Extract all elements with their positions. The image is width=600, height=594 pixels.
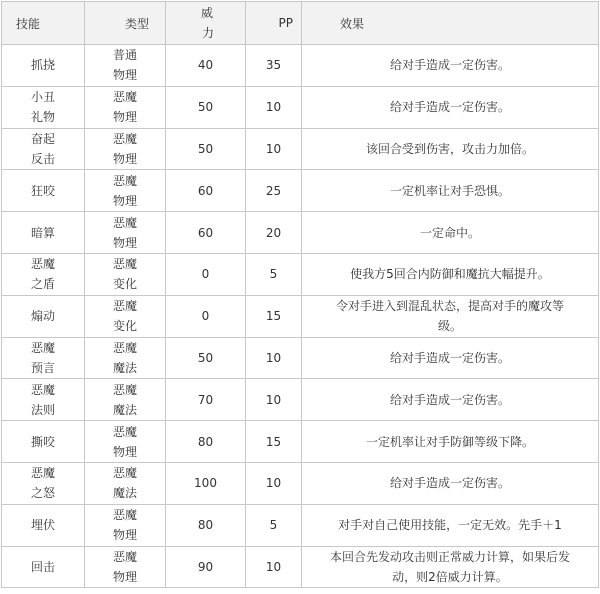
skill-name: 埋伏 xyxy=(30,518,55,533)
skill-power: 80 xyxy=(166,504,246,546)
skill-effect-cell xyxy=(302,45,599,87)
skill-pp: 10 xyxy=(246,86,302,128)
skill-effect-text: 一定机率让对手防御等级下降。 xyxy=(365,434,534,449)
header-power-line1: 威 xyxy=(201,6,214,20)
skill-name: 恶魔 xyxy=(30,382,55,397)
skill-type-cell xyxy=(85,421,166,463)
skill-effect-text: 对手对自己使用技能，一定无效。先手＋1 xyxy=(338,518,562,533)
skill-name: 法则 xyxy=(30,402,55,417)
skill-name-cell xyxy=(2,253,85,295)
skill-effect-cell xyxy=(302,253,599,295)
skill-name: 撕咬 xyxy=(30,434,55,449)
skill-pp: 25 xyxy=(246,170,302,212)
skill-type-cell xyxy=(85,128,166,170)
skill-power: 100 xyxy=(166,462,246,504)
skill-effect-text: 本回合先发动攻击则正常威力计算，如果后发 xyxy=(329,549,570,564)
skill-effect-cell xyxy=(302,421,599,463)
skill-category: 物理 xyxy=(112,110,137,125)
skill-attribute: 恶魔 xyxy=(112,508,137,523)
skill-effect-text: 级。 xyxy=(437,319,462,334)
header-power xyxy=(166,2,246,45)
skill-name-cell xyxy=(2,128,85,170)
skill-name: 暗算 xyxy=(30,225,55,240)
skill-pp: 35 xyxy=(246,45,302,87)
skill-name: 恶魔 xyxy=(30,466,55,481)
skill-effect-cell xyxy=(302,546,599,588)
header-row xyxy=(2,2,599,45)
skill-name: 煽动 xyxy=(30,309,55,324)
skill-name-cell xyxy=(2,212,85,254)
skill-effect-text: 该回合受到伤害，攻击力加倍。 xyxy=(365,141,534,156)
header-name: 技能 xyxy=(2,2,85,45)
skill-name: 奋起 xyxy=(30,131,55,146)
skill-pp: 10 xyxy=(246,546,302,588)
header-type: 类型 xyxy=(85,2,166,45)
skill-power: 40 xyxy=(166,45,246,87)
table-row xyxy=(2,212,599,254)
skill-effect-text: 动，则2倍威力计算。 xyxy=(392,569,508,584)
skill-name: 反击 xyxy=(30,151,55,166)
skill-power: 50 xyxy=(166,86,246,128)
skill-name-cell xyxy=(2,170,85,212)
table-row xyxy=(2,45,599,87)
skill-effect-cell xyxy=(302,504,599,546)
table-row xyxy=(2,337,599,379)
skill-effect-cell xyxy=(302,128,599,170)
skill-attribute: 恶魔 xyxy=(112,466,137,481)
skill-category: 变化 xyxy=(112,319,137,334)
table-row xyxy=(2,462,599,504)
skill-type-cell xyxy=(85,337,166,379)
skill-attribute: 恶魔 xyxy=(112,299,137,314)
skill-name: 之盾 xyxy=(30,277,55,292)
skill-type-cell xyxy=(85,253,166,295)
skill-power: 0 xyxy=(166,295,246,337)
skill-power: 90 xyxy=(166,546,246,588)
skill-name: 礼物 xyxy=(30,110,55,125)
skill-category: 变化 xyxy=(112,277,137,292)
table-row xyxy=(2,546,599,588)
skill-attribute: 普通 xyxy=(112,48,137,63)
skill-category: 物理 xyxy=(112,68,137,83)
skill-name-cell xyxy=(2,546,85,588)
skill-category: 物理 xyxy=(112,569,137,584)
skill-type-cell xyxy=(85,295,166,337)
skill-attribute: 恶魔 xyxy=(112,340,137,355)
skill-name-cell xyxy=(2,379,85,421)
table-row xyxy=(2,379,599,421)
skill-power: 50 xyxy=(166,128,246,170)
skill-power: 80 xyxy=(166,421,246,463)
skill-power: 60 xyxy=(166,170,246,212)
skill-category: 物理 xyxy=(112,235,137,250)
skill-category: 物理 xyxy=(112,151,137,166)
skill-name-cell xyxy=(2,86,85,128)
skill-name: 抓挠 xyxy=(30,58,55,73)
skill-name: 小丑 xyxy=(30,90,55,105)
table-row xyxy=(2,421,599,463)
skill-power: 50 xyxy=(166,337,246,379)
skill-effect-text: 令对手进入到混乱状态，提高对手的魔攻等 xyxy=(335,299,564,314)
skill-name: 恶魔 xyxy=(30,257,55,272)
skill-effect-text: 给对手造成一定伤害。 xyxy=(389,100,510,115)
skill-name-cell xyxy=(2,462,85,504)
skill-category: 物理 xyxy=(112,193,137,208)
table-row xyxy=(2,504,599,546)
skill-attribute: 恶魔 xyxy=(112,257,137,272)
skill-category: 魔法 xyxy=(112,402,137,417)
skill-name-cell xyxy=(2,45,85,87)
skill-effect-text: 给对手造成一定伤害。 xyxy=(389,476,510,491)
table-row xyxy=(2,253,599,295)
skills-table xyxy=(1,1,599,588)
skill-name: 恶魔 xyxy=(30,340,55,355)
skill-attribute: 恶魔 xyxy=(112,173,137,188)
skill-pp: 10 xyxy=(246,462,302,504)
skill-pp: 15 xyxy=(246,295,302,337)
skill-category: 魔法 xyxy=(112,486,137,501)
skill-attribute: 恶魔 xyxy=(112,215,137,230)
skill-effect-text: 给对手造成一定伤害。 xyxy=(389,58,510,73)
skill-power: 0 xyxy=(166,253,246,295)
skill-type-cell xyxy=(85,462,166,504)
skill-pp: 10 xyxy=(246,337,302,379)
skill-effect-text: 给对手造成一定伤害。 xyxy=(389,392,510,407)
header-pp: PP xyxy=(246,2,302,45)
skill-pp: 5 xyxy=(246,253,302,295)
skill-pp: 20 xyxy=(246,212,302,254)
skill-pp: 5 xyxy=(246,504,302,546)
skill-effect-cell xyxy=(302,462,599,504)
skill-type-cell xyxy=(85,504,166,546)
header-power-line2: 力 xyxy=(202,26,215,40)
skill-type-cell xyxy=(85,546,166,588)
table-body xyxy=(2,45,599,588)
skill-name-cell xyxy=(2,337,85,379)
skill-name: 回击 xyxy=(30,559,55,574)
skill-attribute: 恶魔 xyxy=(112,382,137,397)
table-row xyxy=(2,86,599,128)
skill-name-cell xyxy=(2,421,85,463)
skill-attribute: 恶魔 xyxy=(112,90,137,105)
table-row xyxy=(2,295,599,337)
skill-name: 预言 xyxy=(30,360,55,375)
skill-effect-cell xyxy=(302,379,599,421)
table-header xyxy=(2,2,599,45)
skill-attribute: 恶魔 xyxy=(112,549,137,564)
skill-effect-cell xyxy=(302,86,599,128)
skill-effect-text: 一定机率让对手恐惧。 xyxy=(389,183,510,198)
skill-power: 70 xyxy=(166,379,246,421)
header-effect: 效果 xyxy=(302,2,599,45)
skill-power: 60 xyxy=(166,212,246,254)
skill-name: 之怒 xyxy=(30,486,55,501)
skill-attribute: 恶魔 xyxy=(112,424,137,439)
skill-effect-cell xyxy=(302,337,599,379)
table-row xyxy=(2,170,599,212)
table-row xyxy=(2,128,599,170)
skill-effect-text: 使我方5回合内防御和魔抗大幅提升。 xyxy=(350,267,550,282)
skill-type-cell xyxy=(85,86,166,128)
skill-name-cell xyxy=(2,504,85,546)
skill-name-cell xyxy=(2,295,85,337)
skill-pp: 10 xyxy=(246,128,302,170)
skill-type-cell xyxy=(85,45,166,87)
skill-effect-cell xyxy=(302,170,599,212)
skill-effect-text: 给对手造成一定伤害。 xyxy=(389,350,510,365)
skill-effect-text: 一定命中。 xyxy=(419,225,480,240)
skill-type-cell xyxy=(85,379,166,421)
skill-type-cell xyxy=(85,170,166,212)
skill-name: 狂咬 xyxy=(30,183,55,198)
skill-category: 物理 xyxy=(112,444,137,459)
skill-category: 魔法 xyxy=(112,360,137,375)
skill-effect-cell xyxy=(302,212,599,254)
skill-pp: 15 xyxy=(246,421,302,463)
skill-effect-cell xyxy=(302,295,599,337)
skill-pp: 10 xyxy=(246,379,302,421)
skill-type-cell xyxy=(85,212,166,254)
skill-category: 物理 xyxy=(112,528,137,543)
skill-attribute: 恶魔 xyxy=(112,131,137,146)
